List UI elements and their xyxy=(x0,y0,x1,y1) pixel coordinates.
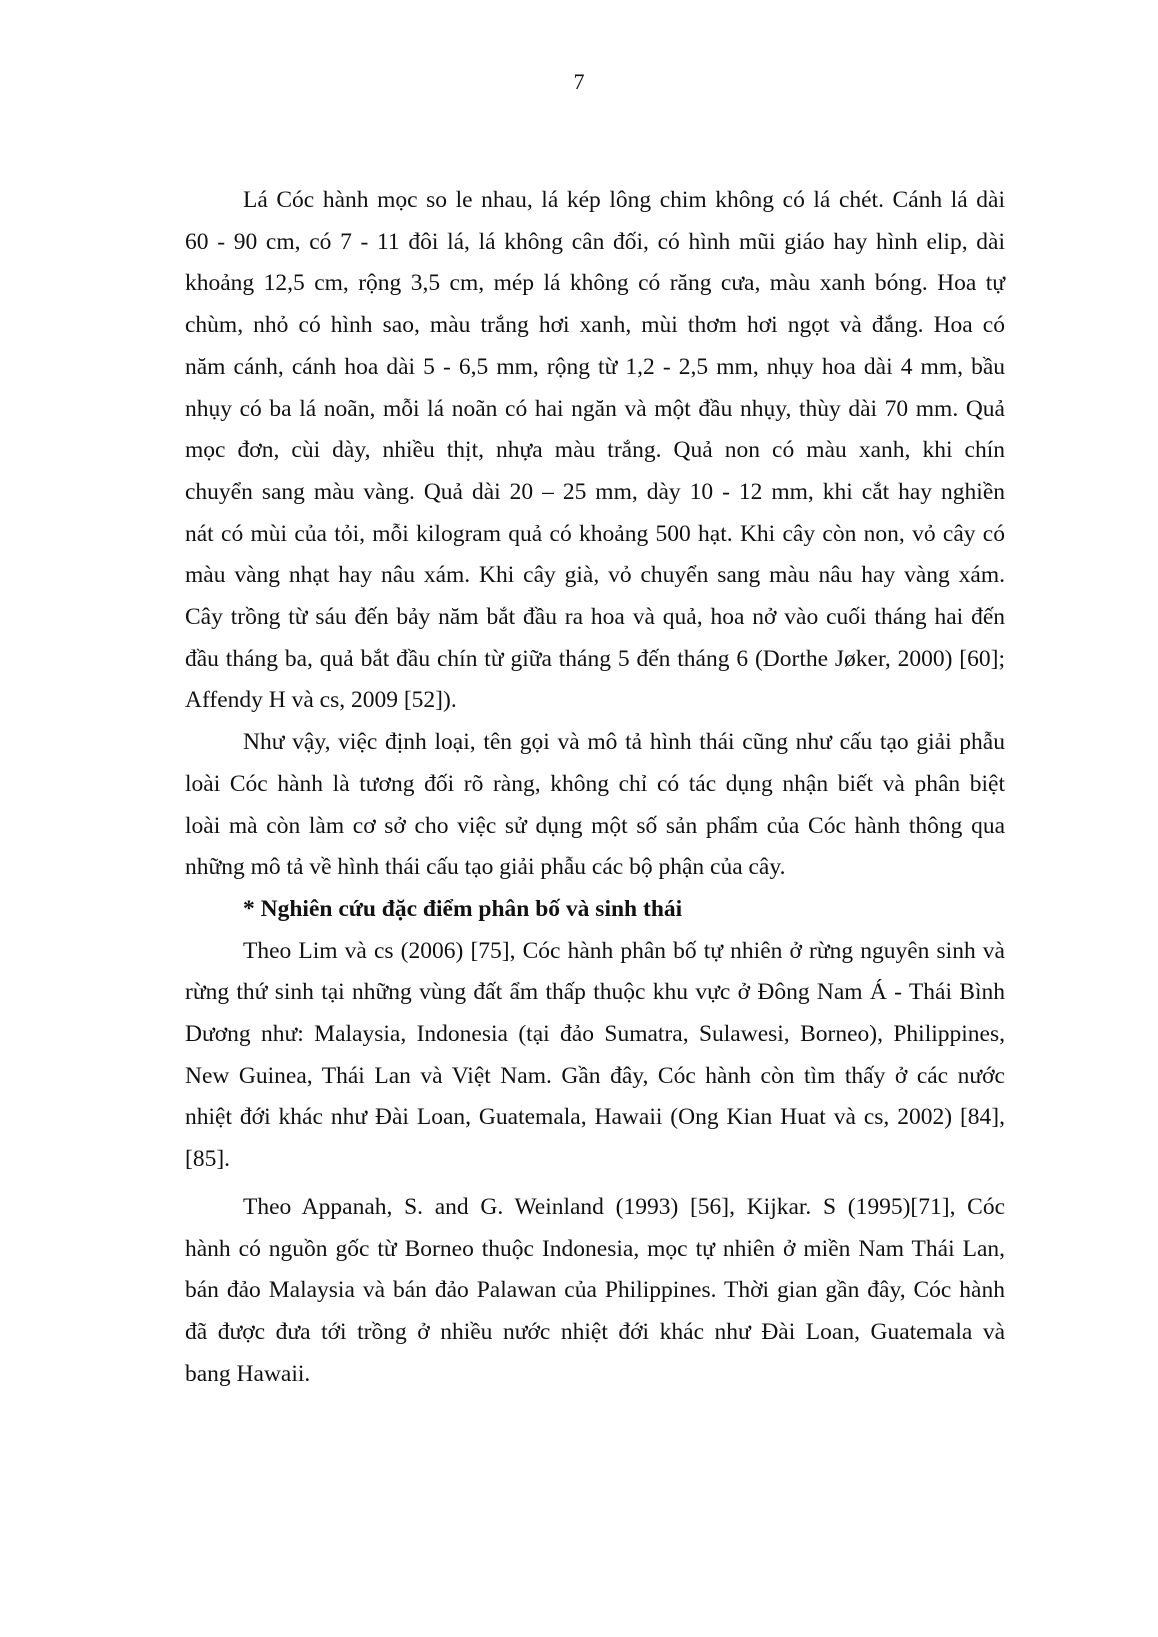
text-line: mọc đơn, cùi dày, nhiều thịt, nhựa màu trắng. Quả non có màu xanh, khi chín xyxy=(185,437,1005,464)
section-heading: * Nghiên cứu đặc điểm phân bố và sinh thái xyxy=(243,895,683,922)
text-line: chùm, nhỏ có hình sao, màu trắng hơi xanh, mùi thơm hơi ngọt và đắng. Hoa có xyxy=(185,312,1005,339)
text-line: 60 - 90 cm, có 7 - 11 đôi lá, lá không cân đối, có hình mũi giáo hay hình elip, dài xyxy=(185,228,1005,255)
text-line: Affendy H và cs, 2009 [52]). xyxy=(185,687,457,714)
text-line: [85]. xyxy=(185,1146,231,1173)
text-line: Theo Lim và cs (2006) [75], Cóc hành phân bố tự nhiên ở rừng nguyên sinh và xyxy=(243,937,1005,964)
text-line: Dương như: Malaysia, Indonesia (tại đảo Sumatra, Sulawesi, Borneo), Philippines, xyxy=(185,1021,1005,1048)
text-line: nát có mùi của tỏi, mỗi kilogram quả có khoảng 500 hạt. Khi cây còn non, vỏ cây có xyxy=(185,520,1005,547)
text-line: rừng thứ sinh tại những vùng đất ẩm thấp thuộc khu vực ở Đông Nam Á - Thái Bình xyxy=(185,979,1005,1006)
page-number: 7 xyxy=(573,69,585,94)
text-line: Lá Cóc hành mọc so le nhau, lá kép lông chim không có lá chét. Cánh lá dài xyxy=(243,187,1005,213)
text-line: đã được đưa tới trồng ở nhiều nước nhiệt đới khác như Đài Loan, Guatemala và xyxy=(185,1318,1005,1345)
text-line: những mô tả về hình thái cấu tạo giải phẫu các bộ phận của cây. xyxy=(185,854,786,881)
text-line: Theo Appanah, S. and G. Weinland (1993) [56], Kijkar. S (1995)[71], Cóc xyxy=(243,1193,1005,1220)
text-line: New Guinea, Thái Lan và Việt Nam. Gần đây, Cóc hành còn tìm thấy ở các nước xyxy=(185,1062,1005,1089)
text-line: loài Cóc hành là tương đối rõ ràng, không chỉ có tác dụng nhận biết và phân biệt xyxy=(185,770,1005,797)
text-line: bán đảo Malaysia và bán đảo Palawan của Philippines. Thời gian gần đây, Cóc hành xyxy=(185,1277,1005,1304)
text-line: loài mà còn làm cơ sở cho việc sử dụng một số sản phẩm của Cóc hành thông qua xyxy=(185,812,1005,839)
paragraph-summary xyxy=(185,722,1005,889)
text-line: nhiệt đới khác như Đài Loan, Guatemala, Hawaii (Ong Kian Huat và cs, 2002) [84], xyxy=(185,1104,1005,1131)
text-line: chuyển sang màu vàng. Quả dài 20 – 25 mm, dày 10 - 12 mm, khi cắt hay nghiền xyxy=(185,478,1005,505)
text-line: năm cánh, cánh hoa dài 5 - 6,5 mm, rộng từ 1,2 - 2,5 mm, nhụy hoa dài 4 mm, bầu xyxy=(185,353,1005,380)
text-line: hành có nguồn gốc từ Borneo thuộc Indonesia, mọc tự nhiên ở miền Nam Thái Lan, xyxy=(185,1235,1005,1262)
text-line: Như vậy, việc định loại, tên gọi và mô tả hình thái cũng như cấu tạo giải phẫu xyxy=(243,729,1005,756)
text-line: Cây trồng từ sáu đến bảy năm bắt đầu ra hoa và quả, hoa nở vào cuối tháng hai đến xyxy=(185,604,1005,631)
paragraph-leaf-description xyxy=(185,180,1005,722)
text-line: màu vàng nhạt hay nâu xám. Khi cây già, vỏ chuyển sang màu nâu hay vàng xám. xyxy=(185,562,1005,589)
text-line: bang Hawaii. xyxy=(185,1360,311,1387)
document-body xyxy=(185,180,1005,1395)
paragraph-origin xyxy=(185,1187,1005,1396)
text-line: nhụy có ba lá noãn, mỗi lá noãn có hai ngăn và một đầu nhụy, thùy dài 70 mm. Quả xyxy=(185,395,1005,422)
text-line: đầu tháng ba, quả bắt đầu chín từ giữa tháng 5 đến tháng 6 (Dorthe Jøker, 2000) [60]; xyxy=(185,645,1005,672)
paragraph-distribution xyxy=(185,931,1005,1181)
text-line: khoảng 12,5 cm, rộng 3,5 cm, mép lá không có răng cưa, màu xanh bóng. Hoa tự xyxy=(185,270,1005,297)
